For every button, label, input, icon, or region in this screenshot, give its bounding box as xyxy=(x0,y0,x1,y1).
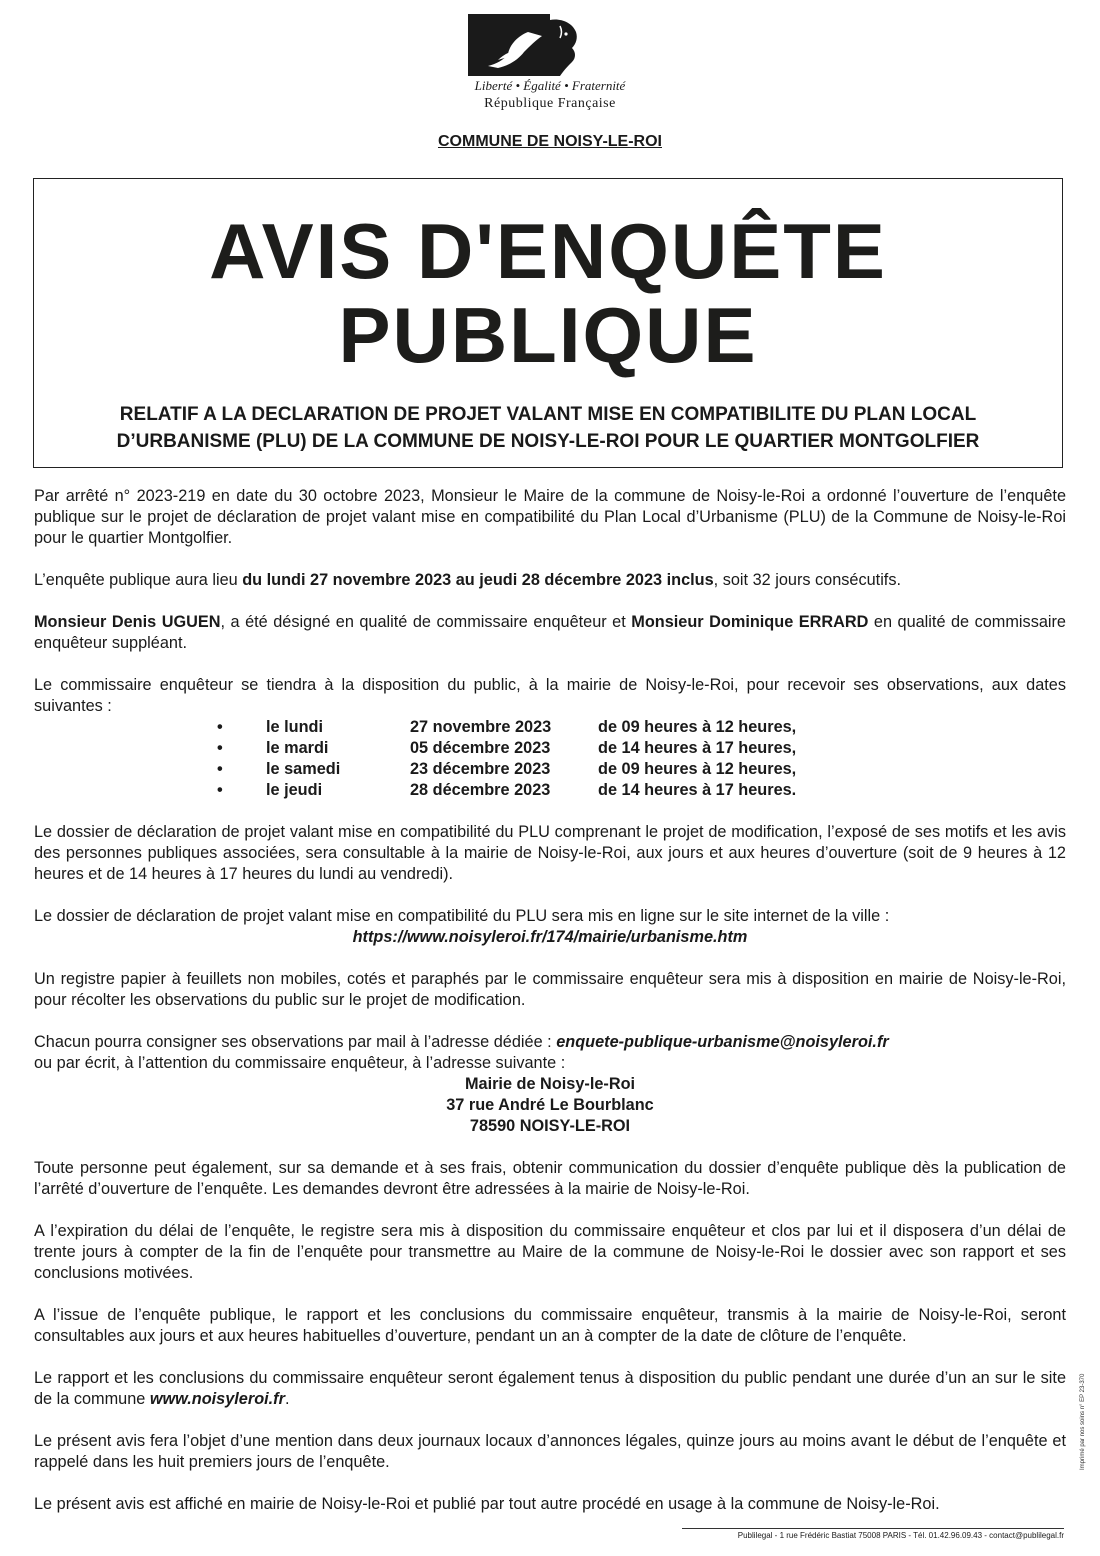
paragraph-journaux: Le présent avis fera l’objet d’une mention dans deux journaux locaux d’annonces légales, quinze jours au moins avant le début de l’enquête et rappelé dans les huit premiers jours de l’enquête. xyxy=(34,1432,1066,1471)
paragraph-observations xyxy=(34,1032,1066,1074)
commissaire-name: Monsieur Denis UGUEN xyxy=(34,613,221,631)
site-text-end: . xyxy=(284,1390,290,1408)
observations-text: Chacun pourra consigner ses observations par mail à l’adresse dédiée : xyxy=(34,1033,557,1051)
dossier-url-link[interactable] xyxy=(34,927,1066,948)
paragraph-dates xyxy=(34,570,1066,591)
address-line: 78590 NOISY-LE-ROI xyxy=(469,1117,631,1135)
permanence-date: 23 décembre 2023 xyxy=(410,760,551,778)
bullet: • xyxy=(217,739,223,757)
commune-heading: COMMUNE DE NOISY-LE-ROI xyxy=(437,133,662,150)
publisher-footer: Publilegal - 1 rue Frédéric Bastiat 75008 PARIS - Tél. 01.42.96.09.43 - contact@publilegal.fr xyxy=(682,1528,1064,1542)
permanence-day: le samedi xyxy=(266,760,341,778)
print-sidenote: Imprimé par nos soins n° EP 23-370 xyxy=(1080,1373,1086,1470)
paragraph-commissaire xyxy=(34,612,1066,654)
paragraph-expiration: A l’expiration du délai de l’enquête, le registre sera mis à disposition du commissaire enquêteur et clos par lui et il disposera d’un délai de trente jours à compter de la fin de l’enquête pour transmettre au Maire de la commune de Noisy-le-Roi le dossier avec son rapport et ses conclusions motivées. xyxy=(34,1222,1066,1282)
site-link[interactable]: www.noisyleroi.fr xyxy=(149,1390,285,1408)
paragraph-registre: Un registre papier à feuillets non mobiles, cotés et paraphés par le commissaire enquêteur sera mis à disposition en mairie de Noisy-le-Roi, pour récolter les observations du public sur le projet de modification. xyxy=(34,970,1066,1009)
bullet: • xyxy=(217,760,223,778)
title-frame xyxy=(33,178,1063,468)
republic-name: République Française xyxy=(484,96,616,111)
notice-title xyxy=(34,209,1062,377)
list-item xyxy=(34,759,1066,780)
permanence-date: 28 décembre 2023 xyxy=(410,781,551,799)
permanences-list xyxy=(34,717,1066,801)
paragraph-rapport: A l’issue de l’enquête publique, le rapport et les conclusions du commissaire enquêteur, transmis à la mairie de Noisy-le-Roi, seront consultables aux jours et aux heures habituelles d’ouverture, pendant un an à compter de la date de clôture de l’enquête. xyxy=(34,1306,1066,1345)
email-link[interactable]: enquete-publique-urbanisme@noisyleroi.fr xyxy=(556,1033,889,1051)
paragraph-en-ligne: Le dossier de déclaration de projet valant mise en compatibilité du PLU sera mis en ligne sur le site internet de la ville : xyxy=(34,907,890,925)
suppleant-name: Monsieur Dominique ERRARD xyxy=(631,613,869,631)
dossier-url[interactable]: https://www.noisyleroi.fr/174/mairie/urbanisme.htm xyxy=(352,928,748,946)
dates-intro: L’enquête publique aura lieu xyxy=(34,571,243,589)
mairie-address xyxy=(34,1074,1066,1137)
notice-title-line2: PUBLIQUE xyxy=(338,291,758,379)
dates-end: , soit 32 jours consécutifs. xyxy=(713,571,901,589)
permanence-hours: de 14 heures à 17 heures, xyxy=(598,739,797,757)
notice-subtitle xyxy=(34,401,1062,455)
address-line: Mairie de Noisy-le-Roi xyxy=(464,1075,636,1093)
permanence-hours: de 09 heures à 12 heures, xyxy=(598,718,797,736)
marianne-logo-icon xyxy=(468,14,632,76)
republic-motto: Liberté • Égalité • Fraternité xyxy=(474,78,626,93)
paragraph-dossier: Le dossier de déclaration de projet valant mise en compatibilité du PLU comprenant le projet de modification, l’exposé de ses motifs et les avis des personnes publiques associées, sera consultable à la mairie de Noisy-le-Roi, aux jours et aux heures d’ouverture (soit de 9 heures à 12 heures et de 14 heures à 17 heures du lundi au vendredi). xyxy=(34,823,1066,883)
commissaire-text: , a été désigné en qualité de commissaire enquêteur et xyxy=(220,613,632,631)
notice-title-line1: AVIS D'ENQUÊTE xyxy=(209,207,887,295)
dates-range: du lundi 27 novembre 2023 au jeudi 28 décembre 2023 inclus xyxy=(242,571,714,589)
permanence-date: 27 novembre 2023 xyxy=(410,718,552,736)
bullet: • xyxy=(217,781,223,799)
permanence-date: 05 décembre 2023 xyxy=(410,739,551,757)
permanence-day: le mardi xyxy=(266,739,329,757)
republique-francaise-logo xyxy=(464,14,636,116)
permanence-day: le jeudi xyxy=(266,781,323,799)
permanence-day: le lundi xyxy=(266,718,323,736)
paragraph-site xyxy=(34,1368,1066,1410)
notice-body xyxy=(34,486,1066,1515)
notice-subtitle-line2: D’URBANISME (PLU) DE LA COMMUNE DE NOISY-LE-ROI POUR LE QUARTIER MONTGOLFIER xyxy=(116,431,980,452)
bullet: • xyxy=(217,718,223,736)
suppleant-text: en qualité de commissaire enquêteur suppléant. xyxy=(34,613,1066,652)
permanence-hours: de 14 heures à 17 heures. xyxy=(598,781,797,799)
paragraph-communication: Toute personne peut également, sur sa demande et à ses frais, obtenir communication du dossier d’enquête publique dès la publication de l’arrêté d’ouverture de l’enquête. Les demandes devront être adressées à la mairie de Noisy-le-Roi. xyxy=(34,1159,1066,1198)
list-item xyxy=(34,738,1066,759)
address-line: 37 rue André Le Bourblanc xyxy=(446,1096,654,1114)
permanence-hours: de 09 heures à 12 heures, xyxy=(598,760,797,778)
notice-subtitle-line1: RELATIF A LA DECLARATION DE PROJET VALANT MISE EN COMPATIBILITE DU PLAN LOCAL xyxy=(119,404,977,425)
paragraph-arrete: Par arrêté n° 2023-219 en date du 30 octobre 2023, Monsieur le Maire de la commune de Noisy-le-Roi a ordonné l’ouverture de l’enquête publique sur le projet de déclaration de projet valant mise en compatibilité du Plan Local d’Urbanisme (PLU) de la Commune de Noisy-le-Roi pour le quartier Montgolfier. xyxy=(34,487,1066,547)
observations-text-2: ou par écrit, à l’attention du commissaire enquêteur, à l’adresse suivante : xyxy=(34,1054,566,1072)
paragraph-affichage: Le présent avis est affiché en mairie de Noisy-le-Roi et publié par tout autre procédé en usage à la commune de Noisy-le-Roi. xyxy=(34,1495,940,1513)
list-item xyxy=(34,780,1066,801)
paragraph-permanences-intro: Le commissaire enquêteur se tiendra à la disposition du public, à la mairie de Noisy-le-Roi, pour recevoir ses observations, aux dates suivantes : xyxy=(34,676,1066,715)
list-item xyxy=(34,717,1066,738)
site-text: Le rapport et les conclusions du commissaire enquêteur seront également tenus à disposition du public pendant une durée d’un an sur le site de la commune xyxy=(34,1369,1066,1408)
